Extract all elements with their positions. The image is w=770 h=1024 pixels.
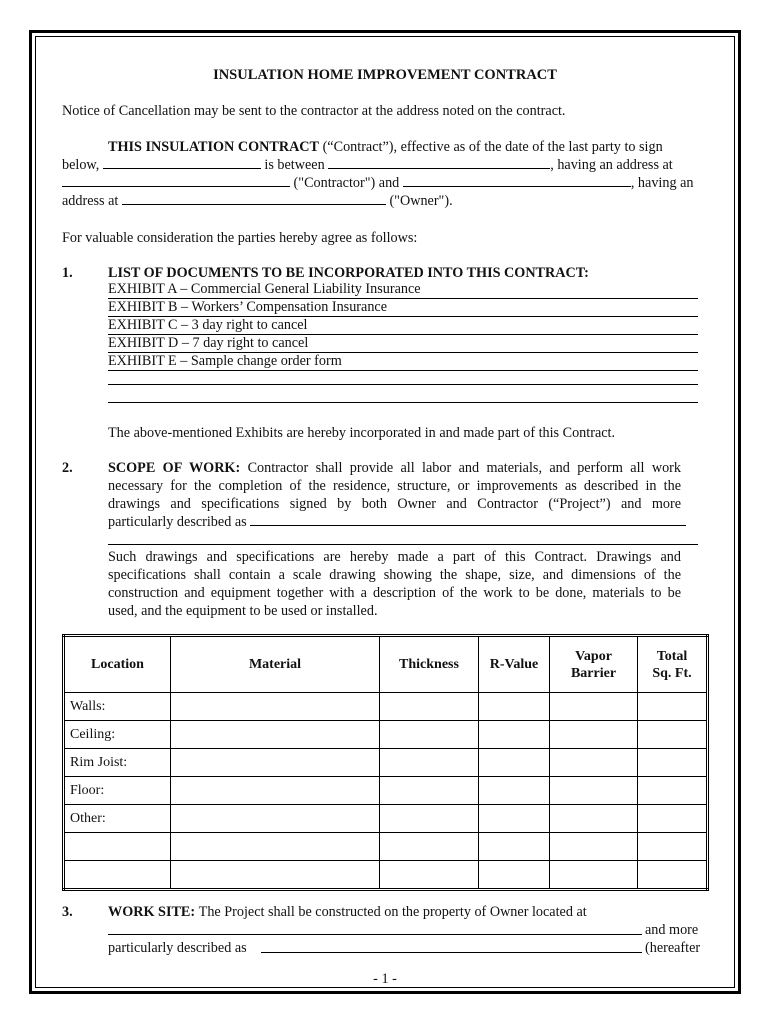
vapor-barrier-cell[interactable]	[550, 833, 638, 861]
intro-contractor-label: ("Contractor") and	[293, 175, 400, 191]
exhibit-blank-line-2[interactable]	[108, 402, 698, 403]
section2-line-4	[108, 513, 686, 531]
location-cell: Other:	[64, 805, 171, 833]
section3-and-more: and more	[645, 922, 699, 938]
vapor-barrier-cell[interactable]	[550, 861, 638, 890]
project-description-blank-2[interactable]	[108, 544, 698, 545]
section2-line-1	[108, 459, 681, 477]
section2-line1-text: Contractor shall provide all labor and materials, and perform all work	[247, 460, 681, 476]
section3-line1-text: The Project shall be constructed on the property of Owner located at	[198, 904, 587, 920]
intro-between-label: is between	[264, 157, 325, 173]
intro-line1-text: (“Contract”), effective as of the date of the last party to sign	[319, 139, 663, 155]
total-sqft-cell[interactable]	[638, 833, 708, 861]
material-cell[interactable]	[171, 861, 380, 890]
total-sqft-cell[interactable]	[638, 805, 708, 833]
table-row	[64, 861, 708, 890]
owner-name-blank[interactable]	[403, 174, 631, 187]
intro-below-label: below,	[62, 157, 100, 173]
material-cell[interactable]	[171, 833, 380, 861]
total-sqft-cell[interactable]	[638, 693, 708, 721]
thickness-cell[interactable]	[380, 861, 479, 890]
section1-heading: LIST OF DOCUMENTS TO BE INCORPORATED INTO THIS CONTRACT:	[108, 265, 589, 281]
location-cell	[64, 861, 171, 890]
header-sqft-word: Sq. Ft.	[652, 665, 692, 681]
section2-heading: SCOPE OF WORK:	[108, 460, 241, 476]
intro-line-1	[108, 138, 663, 156]
section2-described-label: particularly described as	[108, 514, 247, 530]
section3-line-3: particularly described as	[108, 940, 247, 956]
insulation-table	[62, 634, 709, 891]
header-barrier-word: Barrier	[570, 665, 617, 681]
table-header-row	[64, 636, 708, 693]
header-rvalue: R-Value	[479, 636, 550, 693]
owner-address-blank[interactable]	[122, 192, 386, 205]
thickness-cell[interactable]	[380, 833, 479, 861]
section3-heading: WORK SITE:	[108, 904, 196, 920]
table-row	[64, 749, 708, 777]
header-material: Material	[171, 636, 380, 693]
section3-number: 3.	[62, 904, 73, 920]
section2-para2-line-1: Such drawings and specifications are hereby made a part of this Contract. Drawings and	[108, 549, 681, 565]
worksite-address-blank[interactable]	[108, 934, 642, 935]
exhibits-closing-text: The above-mentioned Exhibits are hereby incorporated in and made part of this Contract.	[108, 425, 616, 441]
header-total-word: Total	[656, 648, 688, 664]
header-vapor-barrier	[550, 636, 638, 693]
rvalue-cell[interactable]	[479, 833, 550, 861]
section1-number: 1.	[62, 265, 73, 281]
material-cell[interactable]	[171, 805, 380, 833]
location-cell	[64, 833, 171, 861]
section2-para2-line-2: specifications shall contain a scale drawing showing the shape, size, and dimensions of the	[108, 567, 681, 583]
rvalue-cell[interactable]	[479, 777, 550, 805]
vapor-barrier-cell[interactable]	[550, 805, 638, 833]
total-sqft-cell[interactable]	[638, 777, 708, 805]
table-row	[64, 833, 708, 861]
vapor-barrier-cell[interactable]	[550, 693, 638, 721]
section2-para2-line-4: used, and the equipment to be used or installed.	[108, 603, 378, 619]
exhibit-line-b[interactable]: EXHIBIT B – Workers’ Compensation Insurance	[108, 299, 698, 317]
section2-para2-line-3: construction and equipment together with a description of the work to be done, materials to be	[108, 585, 681, 601]
header-thickness: Thickness	[380, 636, 479, 693]
location-cell: Floor:	[64, 777, 171, 805]
thickness-cell[interactable]	[380, 693, 479, 721]
section3-line-1	[108, 903, 587, 921]
intro-bold-lead: THIS INSULATION CONTRACT	[108, 139, 320, 155]
material-cell[interactable]	[171, 749, 380, 777]
header-total-sqft	[638, 636, 708, 693]
section2-line-2: necessary for the completion of the residence, structure, or improvements as described in the	[108, 478, 681, 494]
project-description-blank[interactable]	[250, 513, 686, 526]
total-sqft-cell[interactable]	[638, 749, 708, 777]
table-row	[64, 693, 708, 721]
exhibit-blank-line-1[interactable]	[108, 384, 698, 385]
material-cell[interactable]	[171, 777, 380, 805]
intro-having-label: , having an	[630, 175, 694, 191]
page-number: - 1 -	[373, 971, 397, 987]
material-cell[interactable]	[171, 693, 380, 721]
rvalue-cell[interactable]	[479, 805, 550, 833]
contractor-address-blank[interactable]	[62, 174, 290, 187]
exhibit-line-a[interactable]: EXHIBIT A – Commercial General Liability Insurance	[108, 281, 698, 299]
location-cell: Rim Joist:	[64, 749, 171, 777]
rvalue-cell[interactable]	[479, 693, 550, 721]
rvalue-cell[interactable]	[479, 861, 550, 890]
vapor-barrier-cell[interactable]	[550, 721, 638, 749]
exhibit-line-e[interactable]: EXHIBIT E – Sample change order form	[108, 353, 698, 371]
table-row	[64, 805, 708, 833]
material-cell[interactable]	[171, 721, 380, 749]
header-vapor-word: Vapor	[575, 648, 612, 664]
document-title: INSULATION HOME IMPROVEMENT CONTRACT	[213, 67, 557, 83]
consideration-text: For valuable consideration the parties hereby agree as follows:	[62, 230, 418, 246]
vapor-barrier-cell[interactable]	[550, 749, 638, 777]
vapor-barrier-cell[interactable]	[550, 777, 638, 805]
worksite-description-blank[interactable]	[261, 952, 642, 953]
intro-address-label: , having an address at	[550, 157, 673, 173]
section2-number: 2.	[62, 460, 73, 476]
cancellation-notice: Notice of Cancellation may be sent to the contractor at the address noted on the contract.	[62, 103, 566, 119]
total-sqft-cell[interactable]	[638, 861, 708, 890]
thickness-cell[interactable]	[380, 749, 479, 777]
intro-line-3	[62, 174, 693, 192]
exhibit-line-d[interactable]: EXHIBIT D – 7 day right to cancel	[108, 335, 698, 353]
intro-address-at-label: address at	[62, 193, 119, 209]
intro-owner-label: ("Owner").	[389, 193, 453, 209]
thickness-cell[interactable]	[380, 805, 479, 833]
header-location: Location	[64, 636, 171, 693]
thickness-cell[interactable]	[380, 777, 479, 805]
location-cell: Ceiling:	[64, 721, 171, 749]
rvalue-cell[interactable]	[479, 749, 550, 777]
intro-line-4	[62, 192, 453, 210]
section3-hereafter: (hereafter	[645, 940, 701, 956]
contractor-name-blank[interactable]	[328, 156, 550, 169]
total-sqft-cell[interactable]	[638, 721, 708, 749]
rvalue-cell[interactable]	[479, 721, 550, 749]
date-blank[interactable]	[103, 156, 261, 169]
section2-line-3: drawings and specifications signed by both Owner and Contractor (“Project”) and more	[108, 496, 681, 512]
exhibit-line-c[interactable]: EXHIBIT C – 3 day right to cancel	[108, 317, 698, 335]
thickness-cell[interactable]	[380, 721, 479, 749]
table-row	[64, 777, 708, 805]
table-row	[64, 721, 708, 749]
intro-line-2	[62, 156, 673, 174]
location-cell: Walls:	[64, 693, 171, 721]
